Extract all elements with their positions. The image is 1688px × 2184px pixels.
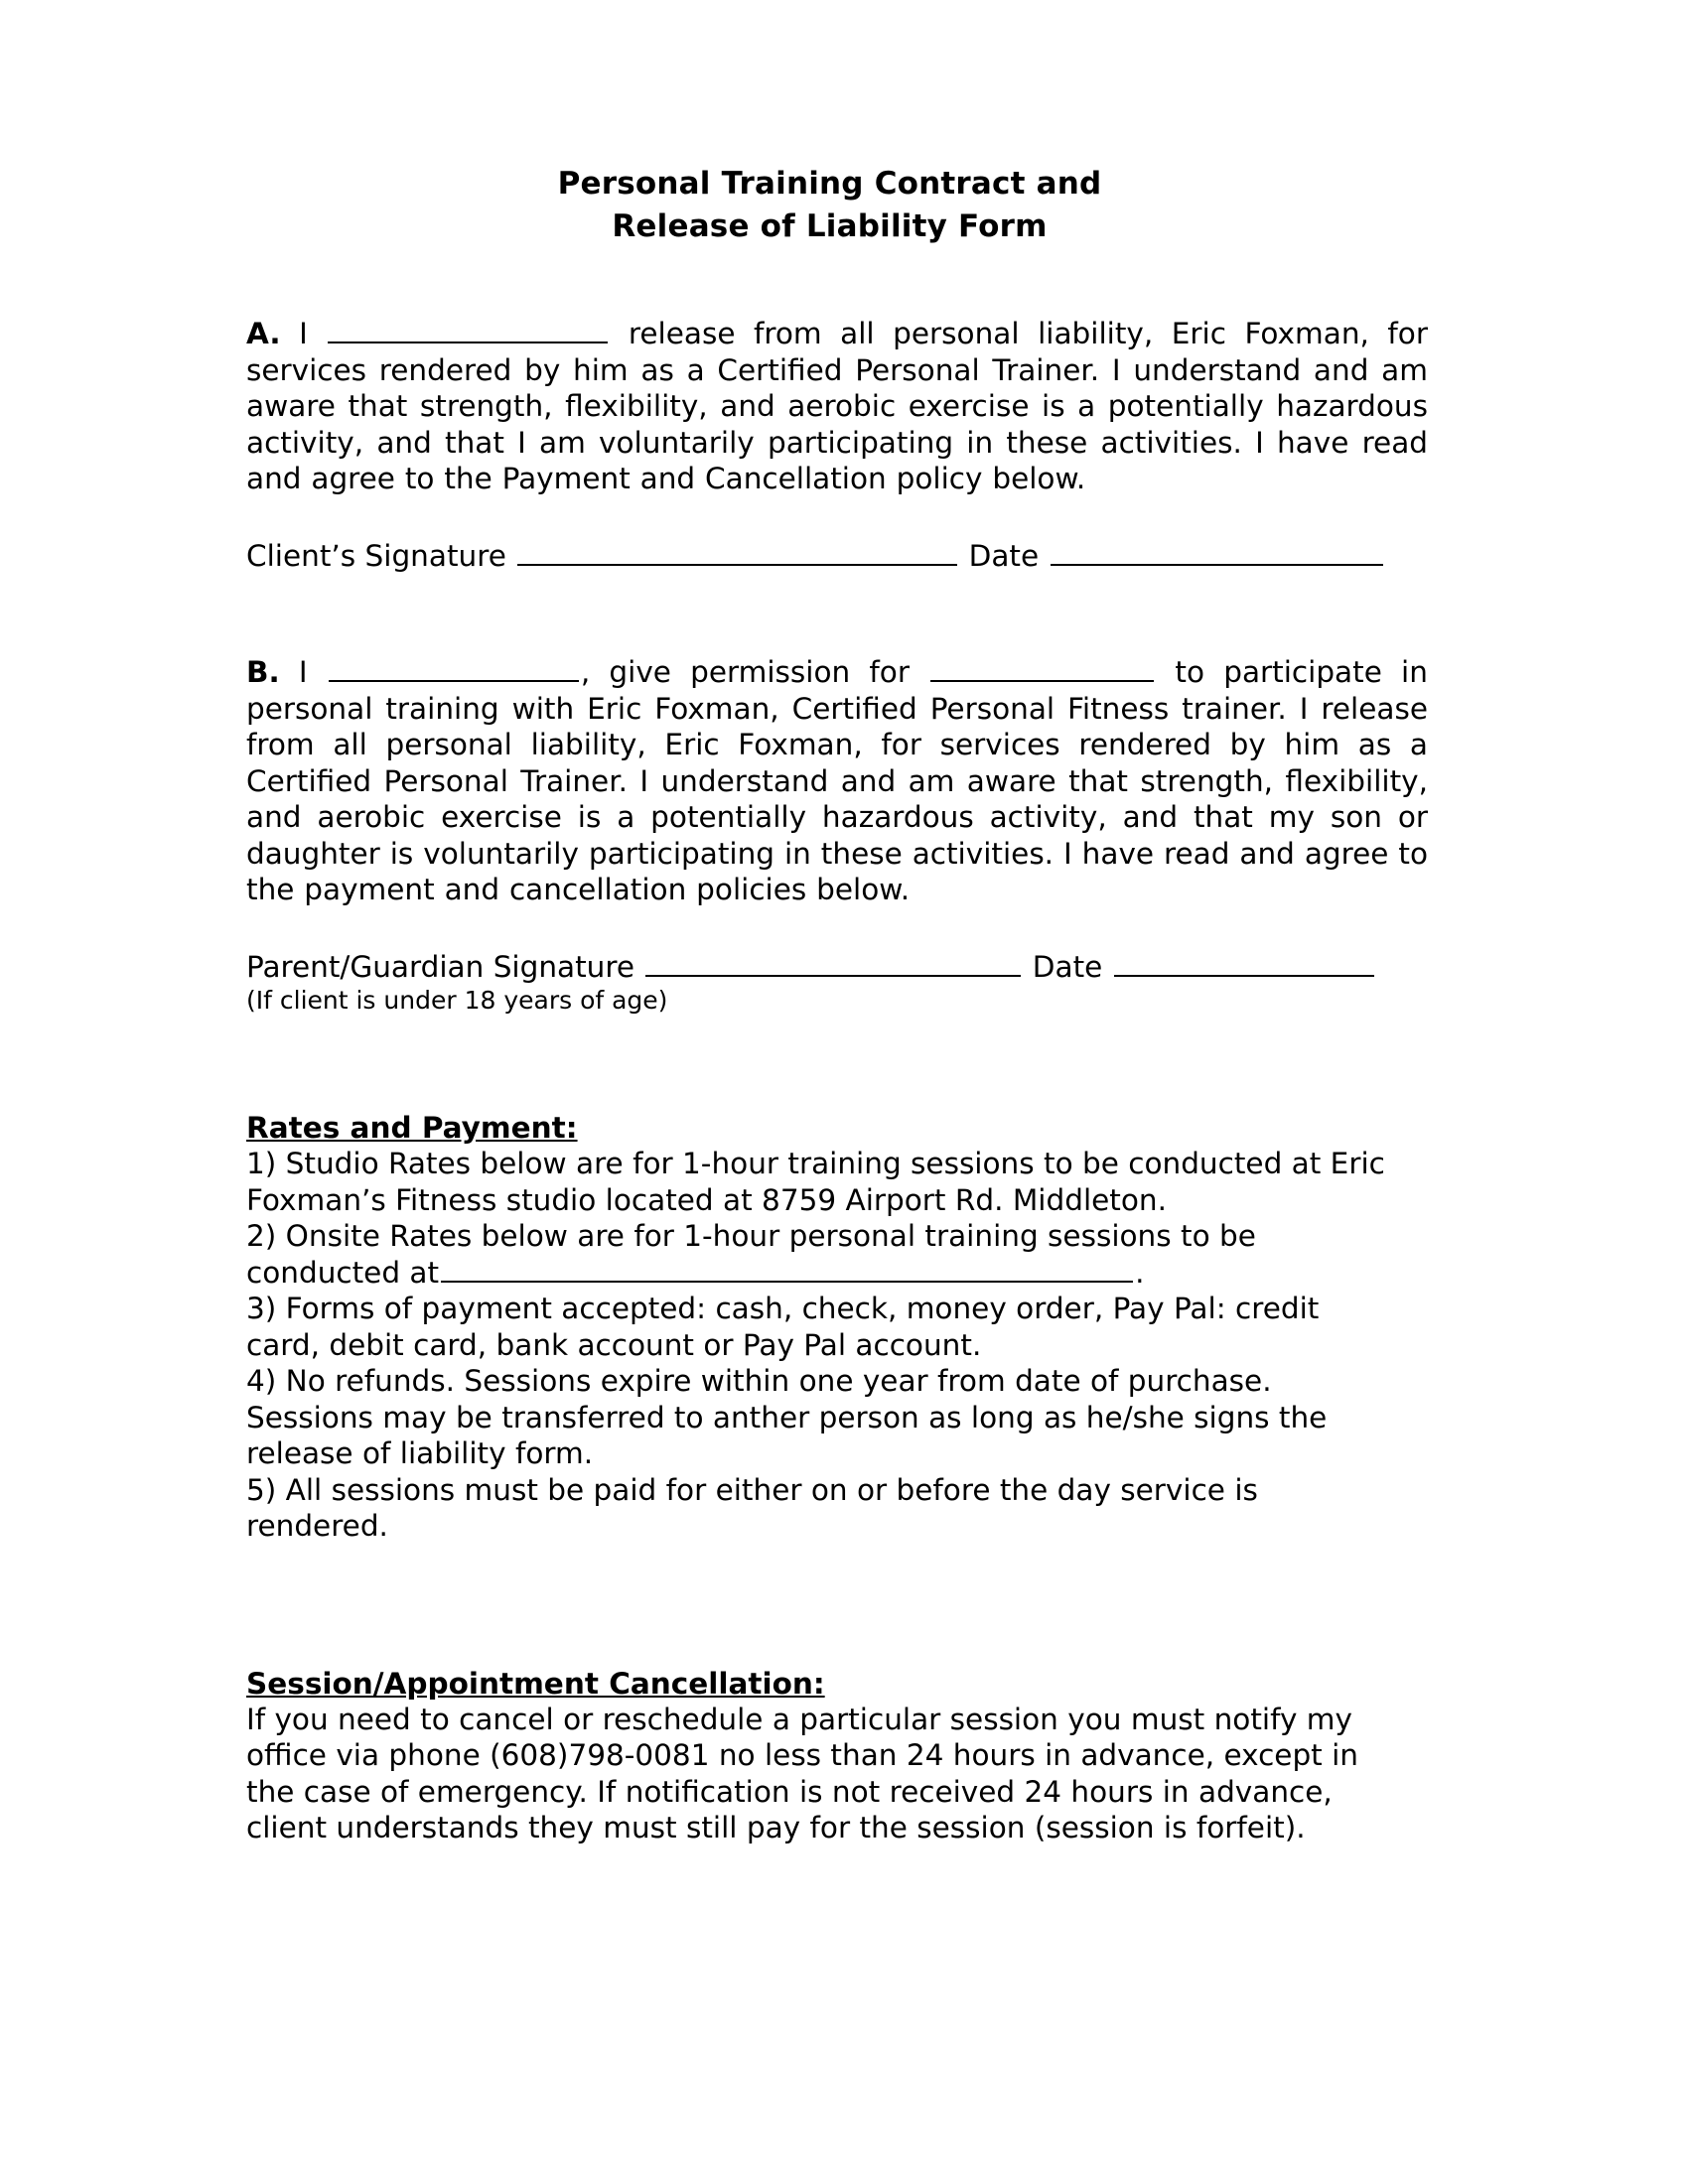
rates-item-1-line-2: Foxman’s Fitness studio located at 8759 Airport Rd. Middleton. — [246, 1182, 1167, 1217]
clause-b-text-between-blanks: , give permission for — [580, 655, 910, 689]
rates-item-5-line-1: 5) All sessions must be paid for either on or before the day service is — [246, 1472, 1258, 1507]
rates-section-heading: Rates and Payment: — [246, 1111, 578, 1145]
rates-item-3-line-1: 3) Forms of payment accepted: cash, check, money order, Pay Pal: credit — [246, 1292, 1320, 1325]
title-line-2: Release of Liability Form — [612, 208, 1048, 244]
clause-b-text-after-blank-2: to participate in personal training with Eric Foxman, Certified Personal Fitness trainer. I release from all personal liability, Eric Foxman, for services rendered by him as a Certified Personal Trainer. I understand and am aware that strength, flexibility, and aerobic exercise is a potentially hazardous activity, and that my son or daughter is voluntarily participating in these activities. I have read and agree to the payment and cancellation policies below. — [246, 655, 1428, 906]
client-signature-label: Client’s Signature — [246, 538, 506, 573]
cancellation-line-4: client understands they must still pay for the session (session is forfeit). — [246, 1811, 1306, 1844]
client-date-blank[interactable] — [1051, 539, 1383, 566]
parent-signature-label: Parent/Guardian Signature — [246, 949, 635, 984]
spacer-before-clause-b — [246, 574, 1428, 654]
rates-item-1-line-1: 1) Studio Rates below are for 1-hour training sessions to be conducted at Eric — [246, 1147, 1385, 1180]
spacer-before-cancellation — [246, 1545, 1428, 1666]
clause-a-text-after-blank: release from all personal liability, Eric Foxman, for services rendered by him as a Certified Personal Trainer. I understand and am aware that strength, flexibility, and aerobic exercise is a potentially hazardous activity, and that I am voluntarily participating in these activities. I have read and agree to the Payment and Cancellation policy below. — [246, 317, 1428, 495]
spacer-after-title — [246, 248, 1428, 316]
title-line-1: Personal Training Contract and — [557, 166, 1102, 202]
cancellation-line-3: the case of emergency. If notification is not received 24 hours in advance, — [246, 1774, 1333, 1809]
clause-a-name-blank[interactable] — [328, 317, 608, 343]
spacer-before-rates — [246, 1016, 1428, 1110]
cancellation-section-heading: Session/Appointment Cancellation: — [246, 1666, 825, 1701]
clause-b-parent-name-blank[interactable] — [329, 655, 579, 682]
rates-item-4-line-2: Sessions may be transferred to anther person as long as he/she signs the — [246, 1400, 1328, 1434]
clause-b-text-before-blank-1: I — [298, 655, 308, 689]
client-date-label: Date — [968, 538, 1040, 573]
rates-heading-wrap — [246, 1110, 1428, 1146]
document-content — [246, 0, 1428, 1846]
spacer-before-parent-signature — [246, 908, 1428, 949]
clause-b-letter: B. — [246, 655, 280, 689]
parent-signature-note: (If client is under 18 years of age) — [246, 986, 668, 1015]
rates-item-2-line-2 — [246, 1255, 1428, 1292]
clause-a-paragraph — [246, 316, 1428, 497]
parent-signature-blank[interactable] — [645, 950, 1021, 977]
rates-item-5-line-2: rendered. — [246, 1509, 388, 1543]
clause-a-letter: A. — [246, 317, 281, 350]
cancellation-heading-wrap — [246, 1666, 1428, 1702]
clause-a-text-before-blank: I — [299, 317, 308, 350]
rates-item-2-prefix: conducted at — [246, 1255, 440, 1290]
page-title — [246, 0, 1413, 248]
client-signature-row — [246, 538, 1428, 575]
cancellation-line-2: office via phone (608)798-0081 no less than 24 hours in advance, except in — [246, 1738, 1359, 1772]
rates-item-4-line-1: 4) No refunds. Sessions expire within one year from date of purchase. — [246, 1364, 1272, 1398]
rates-item-3-line-2: card, debit card, bank account or Pay Pal account. — [246, 1327, 982, 1362]
parent-date-label: Date — [1032, 949, 1103, 984]
rates-item-4-line-3: release of liability form. — [246, 1436, 594, 1470]
parent-date-blank[interactable] — [1114, 950, 1374, 977]
client-signature-blank[interactable] — [517, 539, 957, 566]
cancellation-line-1: If you need to cancel or reschedule a particular session you must notify my — [246, 1702, 1352, 1736]
spacer-before-client-signature — [246, 497, 1428, 538]
clause-b-child-name-blank[interactable] — [930, 655, 1154, 682]
clause-b-paragraph — [246, 654, 1428, 908]
rates-item-2-suffix: . — [1135, 1255, 1145, 1290]
rates-item-2-line-1: 2) Onsite Rates below are for 1-hour personal training sessions to be — [246, 1219, 1256, 1253]
onsite-location-blank[interactable] — [441, 1256, 1133, 1283]
parent-signature-row — [246, 949, 1428, 986]
